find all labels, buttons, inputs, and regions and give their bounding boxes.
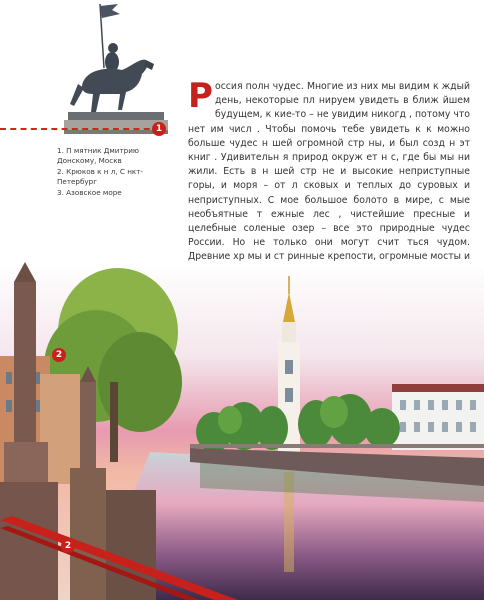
monument-illustration bbox=[60, 0, 170, 140]
figure-marker-3: 2 bbox=[61, 539, 75, 553]
figure-marker-1: 1 bbox=[152, 122, 166, 136]
drop-cap: Р bbox=[188, 76, 213, 116]
main-text bbox=[188, 76, 470, 279]
caption-item: 3. Азовское море bbox=[57, 188, 122, 197]
main-paragraph: оссия полн чудес. Многие из них мы видим к ждый день, некоторые пл нируем увидеть в ближ йшем будущем, к кие-то – не увидим никогд , потому что нет им числ . Чтобы помочь тебе увидеть к к можно больше чудес н шей огромной стр ны, и был созд н эт книг . Удивительн я природ окруж ет н с, где бы мы ни жили. Есть в н шей стр не и высокие неприступные горы, и моря – от л сковых и теплых до суровых и неприступных. С мое большое болото в мире, с мые необъятные т ежные лес , чистейшие пресные и целебные соленые озер – все это природные чудес России. Но не только они могут счит ться чудом. Древние хр мы и ст ринные крепости, огромные мосты и bbox=[188, 81, 470, 263]
figure-marker-2: 2 bbox=[52, 348, 66, 362]
caption-item: 2. Крюков к н л, С нкт-Петербург bbox=[57, 167, 144, 186]
caption-list bbox=[57, 146, 177, 199]
caption-divider bbox=[0, 128, 160, 130]
caption-item: 1. П мятник Дмитрию Донскому, Москв bbox=[57, 146, 139, 165]
